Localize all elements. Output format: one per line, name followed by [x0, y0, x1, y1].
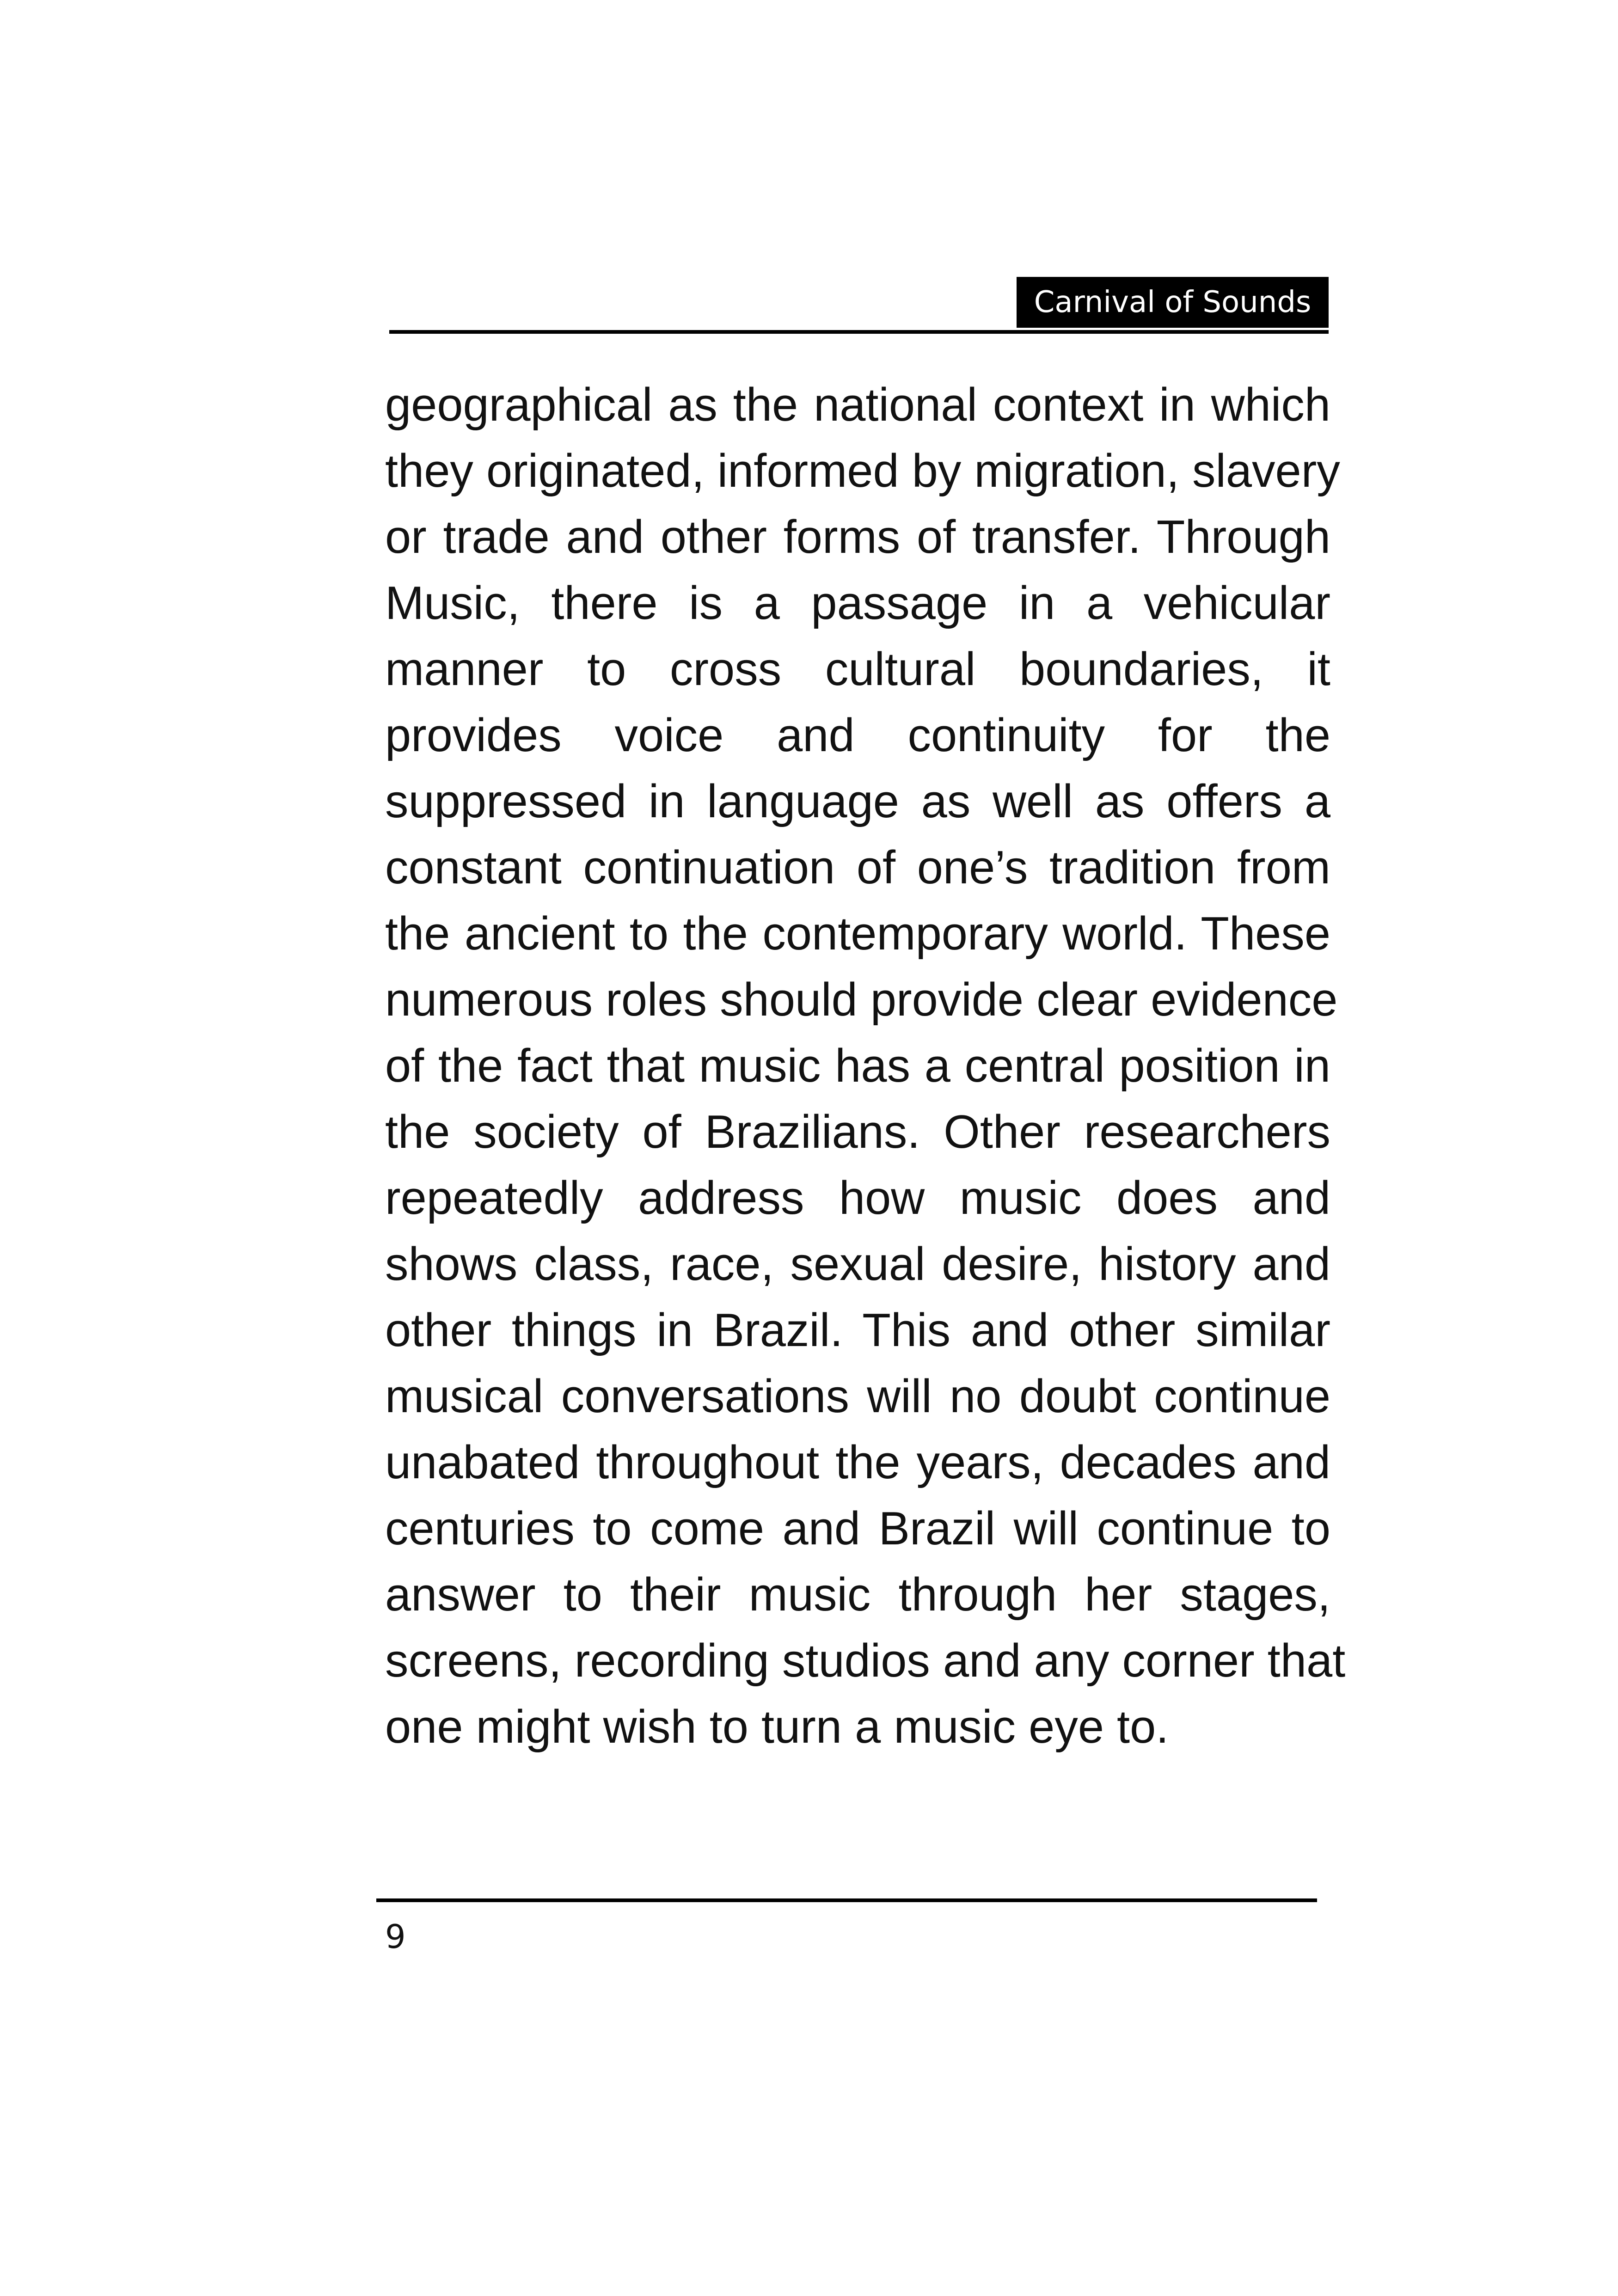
text-line: other things in Brazil. This and other similar: [385, 1304, 1330, 1356]
text-line: the society of Brazilians. Other researchers: [385, 1106, 1330, 1158]
text-line: they originated, informed by migration, slavery: [385, 445, 1340, 497]
text-line: answer to their music through her stages,: [385, 1569, 1330, 1621]
page-number: 9: [385, 1918, 406, 1956]
text-line: suppressed in language as well as offers a: [385, 776, 1330, 827]
text-line: constant continuation of one’s tradition from: [385, 842, 1330, 894]
text-line: unabated throughout the years, decades and: [385, 1437, 1330, 1488]
text-line: or trade and other forms of transfer. Through: [385, 511, 1330, 563]
footer-rule: [376, 1898, 1317, 1902]
text-line: repeatedly address how music does and: [385, 1172, 1330, 1224]
text-line: geographical as the national context in which: [385, 379, 1330, 431]
text-line: shows class, race, sexual desire, history and: [385, 1238, 1330, 1290]
text-line: the ancient to the contemporary world. These: [385, 908, 1330, 960]
text-line: one might wish to turn a music eye to.: [385, 1701, 1169, 1753]
text-line: screens, recording studios and any corner that: [385, 1635, 1346, 1687]
running-header-title: Carnival of Sounds: [1017, 277, 1329, 328]
text-line: centuries to come and Brazil will continue to: [385, 1503, 1330, 1555]
text-line: provides voice and continuity for the: [385, 710, 1330, 761]
text-line: of the fact that music has a central position in: [385, 1040, 1330, 1092]
text-line: musical conversations will no doubt continue: [385, 1371, 1330, 1422]
header-rule: [389, 330, 1329, 334]
body-paragraph: [385, 372, 1346, 1760]
text-line: numerous roles should provide clear evidence: [385, 974, 1338, 1026]
text-line: manner to cross cultural boundaries, it: [385, 643, 1330, 695]
text-line: Music, there is a passage in a vehicular: [385, 577, 1330, 629]
